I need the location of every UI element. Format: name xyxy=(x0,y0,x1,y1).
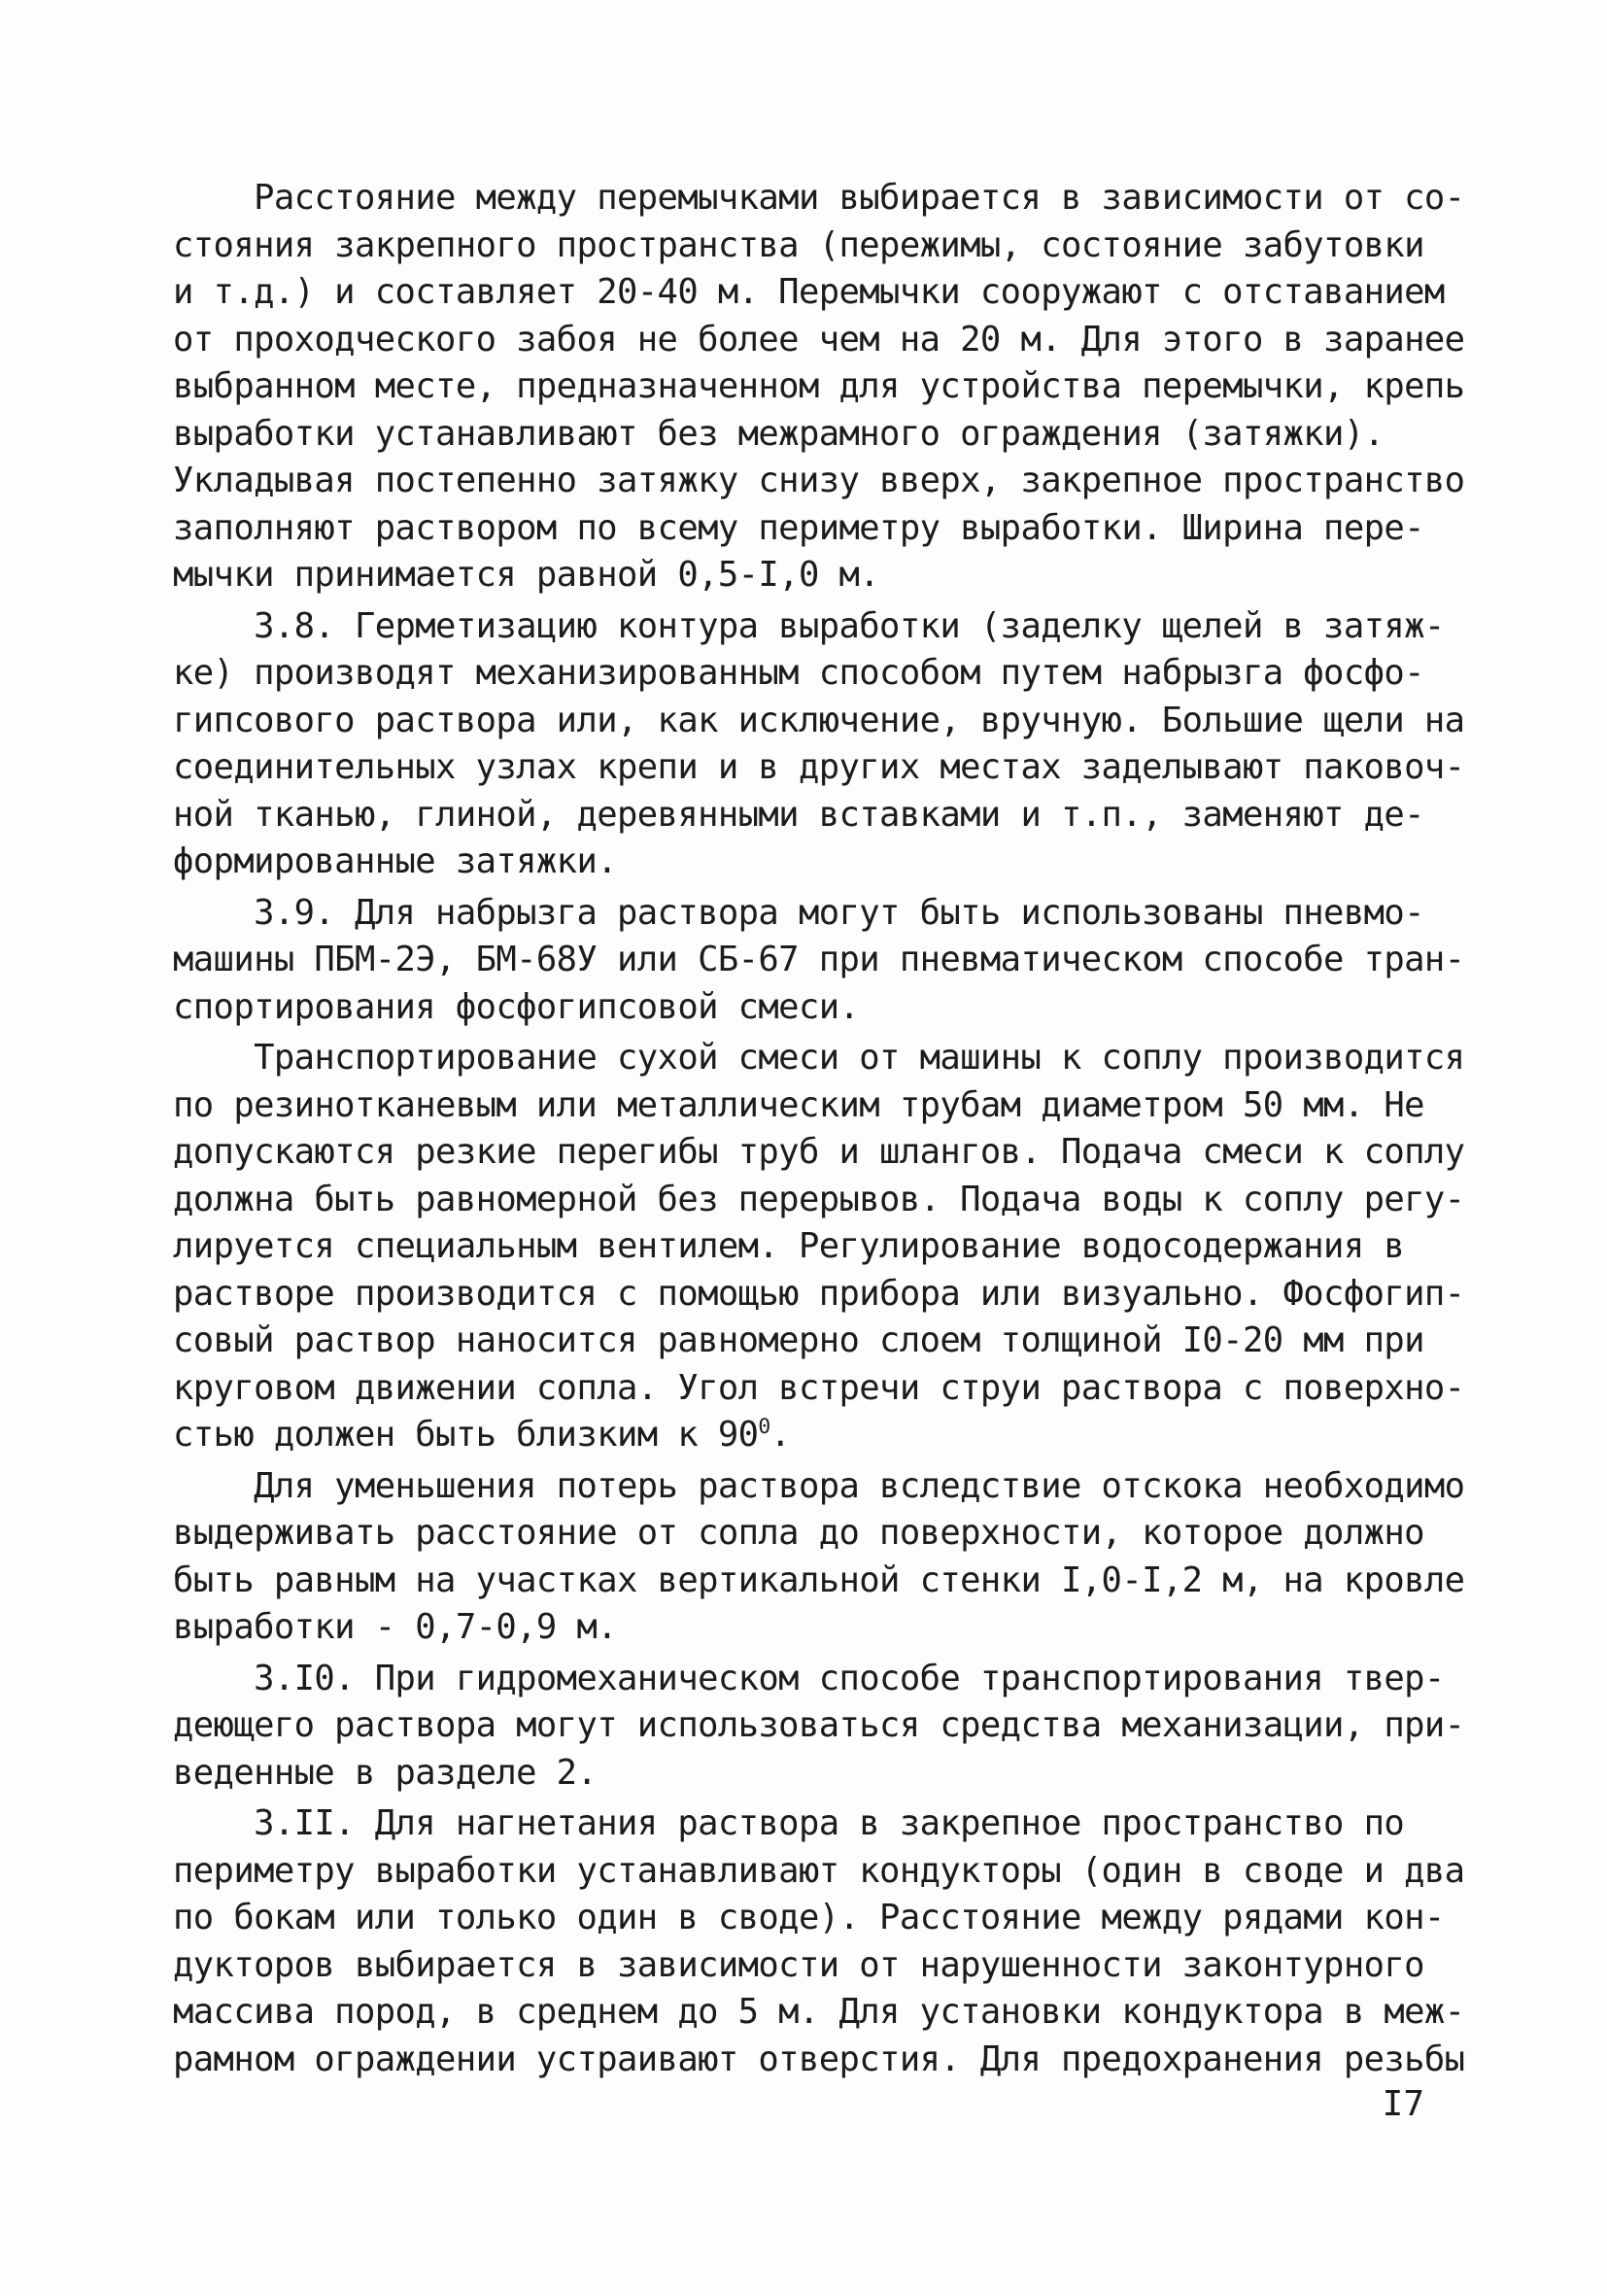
text-line: стояния закрепного пространства (пережимы, состояние забутовки xyxy=(173,224,1424,265)
text-line: гипсового раствора или, как исключение, вручную. Большие щели на xyxy=(173,700,1465,740)
sentence-end: . xyxy=(769,1415,791,1455)
text-line: дукторов выбирается в зависимости от нарушенности законтурного xyxy=(173,1944,1424,1985)
text-line: Укладывая постепенно затяжку снизу вверх, закрепное пространство xyxy=(173,461,1465,500)
text-line: выработки - 0,7-0,9 м. xyxy=(173,1607,618,1647)
text-line: должна быть равномерной без перерывов. Подача воды к соплу регу- xyxy=(173,1179,1465,1219)
text-line: совый раствор наносится равномерно слоем толщиной I0-20 мм при xyxy=(173,1320,1424,1360)
text-line: выдерживать расстояние от сопла до поверхности, которое должно xyxy=(173,1513,1424,1553)
text-line: растворе производится с помощью прибора или визуально. Фосфогип- xyxy=(173,1273,1465,1314)
text-line: круговом движении сопла. Угол встречи струи раствора с поверхно- xyxy=(173,1367,1465,1408)
text-line: по резинотканевым или металлическим трубам диаметром 50 мм. Не xyxy=(173,1084,1424,1125)
text-line: по бокам или только один в своде). Расстояние между рядами кон- xyxy=(173,1898,1445,1937)
text-line: соединительных узлах крепи и в других местах заделывают паковоч- xyxy=(173,747,1465,787)
text-line: деющего раствора могут использоваться средства механизации, при- xyxy=(173,1705,1465,1745)
text-line: быть равным на участках вертикальной стенки I,0-I,2 м, на кровле xyxy=(173,1559,1465,1600)
degree-superscript: 0 xyxy=(758,1415,770,1440)
text-line: массива пород, в среднем до 5 м. Для установки кондуктора в меж- xyxy=(173,1992,1465,2032)
text-line: веденные в разделе 2. xyxy=(173,1752,598,1793)
text-line: и т.д.) и составляет 20-40 м. Перемычки сооружают с отставанием xyxy=(173,272,1445,312)
text-line: заполняют раствором по всему периметру выработки. Ширина пере- xyxy=(173,507,1424,548)
text-line: формированные затяжки. xyxy=(173,841,618,881)
text-line: ке) производят механизированным способом путем набрызга фосфо- xyxy=(173,653,1424,693)
text-line: Для уменьшения потерь раствора вследствие отскока необходимо xyxy=(173,1465,1465,1506)
text-line: от проходческого забоя не более чем на 20 м. Для этого в заранее xyxy=(173,319,1465,360)
text-line: 3.8. Герметизацию контура выработки (заделку щелей в затяж- xyxy=(173,605,1445,646)
text-line: допускаются резкие перегибы труб и шлангов. Подача смеси к соплу xyxy=(173,1132,1465,1172)
text-line: Транспортирование сухой смеси от машины к соплу производится xyxy=(173,1038,1465,1078)
text-line: выработки устанавливают без межрамного ограждения (затяжки). xyxy=(173,413,1385,454)
text-line-with-degree xyxy=(173,1412,1426,1459)
body-text xyxy=(173,175,1465,2083)
text-line: стью должен быть близким к 90 xyxy=(173,1415,759,1455)
page-number: I7 xyxy=(1382,2084,1424,2124)
text-line: выбранном месте, предназначенном для устройства перемычки, крепь xyxy=(173,366,1465,406)
text-line: ной тканью, глиной, деревянными вставками и т.п., заменяют де- xyxy=(173,794,1424,835)
text-line: лируется специальным вентилем. Регулирование водосодержания в xyxy=(173,1226,1405,1266)
text-line: 3.II. Для нагнетания раствора в закрепное пространство по xyxy=(173,1803,1405,1843)
text-line: рамном ограждении устраивают отверстия. Для предохранения резьбы xyxy=(173,2039,1465,2079)
text-line: 3.I0. При гидромеханическом способе транспортирования твер- xyxy=(173,1658,1445,1698)
text-line: мычки принимается равной 0,5-I,0 м. xyxy=(173,555,880,595)
text-line: Расстояние между перемычками выбирается в зависимости от со- xyxy=(173,178,1465,218)
text-line: спортирования фосфогипсовой смеси. xyxy=(173,986,860,1027)
text-line: 3.9. Для набрызга раствора могут быть использованы пневмо- xyxy=(173,892,1424,933)
text-line: машины ПБМ-2Э, БМ-68У или СБ-67 при пневматическом способе тран- xyxy=(173,940,1465,979)
text-line: периметру выработки устанавливают кондукторы (один в своде и два xyxy=(173,1850,1465,1891)
